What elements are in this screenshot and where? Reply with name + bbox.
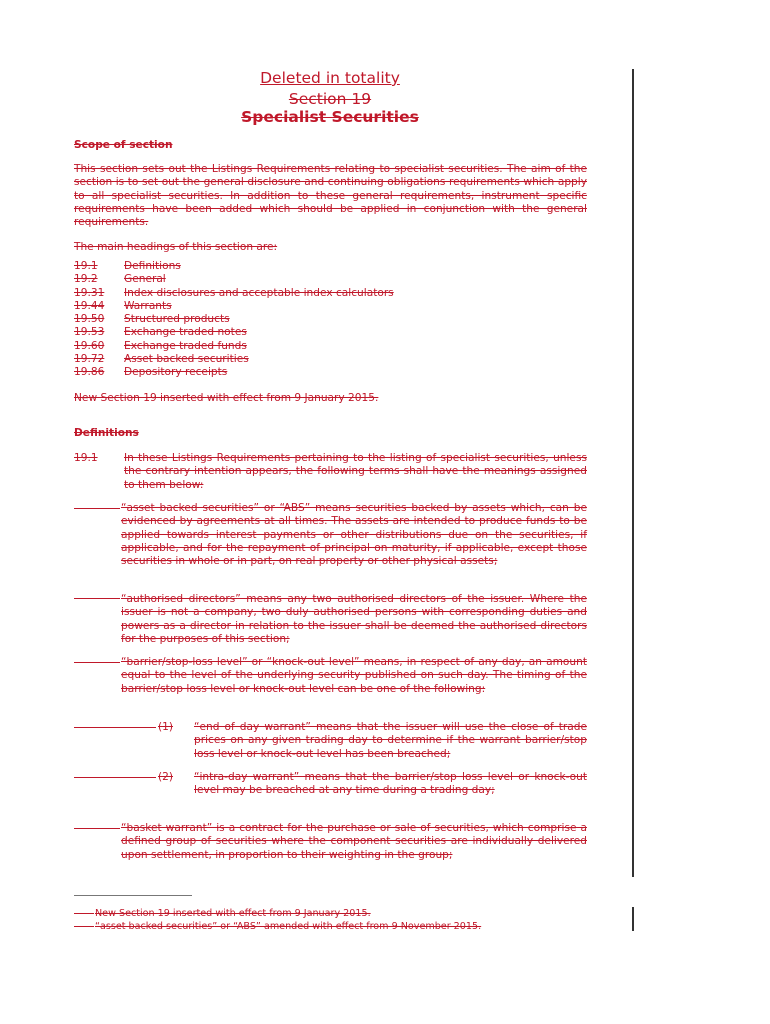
sub-item-number: (2)	[158, 771, 174, 783]
toc-label: Exchange traded funds	[124, 339, 247, 352]
leader-line	[74, 508, 120, 509]
definition-authorised-directors: “authorised directors” means any two authorised directors of the issuer. Where the issuer is not a company, two duly authorised persons with corresponding duties and powers as a director in relation to the issuer shall be deemed the authorised directors for the purposes of this section;	[121, 593, 587, 645]
toc-list	[74, 260, 394, 380]
toc-label: Exchange traded notes	[124, 326, 247, 339]
leader-line	[74, 727, 156, 728]
change-bar	[632, 907, 634, 931]
insertion-note: New Section 19 inserted with effect from 9 January 2015.	[74, 392, 379, 404]
definition-barrier-level: “barrier/stop-loss level” or “knock-out level” means, in respect of any day, an amount equal to the level of the underlying security published on such day. The timing of the barrier/stop loss level or knock-out level can be one of the following:	[121, 656, 587, 695]
sub-item-number: (1)	[158, 721, 174, 733]
toc-item	[74, 260, 394, 273]
headings-intro: The main headings of this section are:	[74, 241, 278, 253]
toc-number: 19.72	[74, 353, 105, 366]
toc-number: 19.2	[74, 273, 98, 286]
scope-heading: Scope of section	[74, 139, 173, 151]
leader-line	[74, 662, 120, 663]
toc-number: 19.50	[74, 313, 105, 326]
toc-item	[74, 300, 394, 313]
definitions-heading: Definitions	[74, 427, 139, 439]
toc-item	[74, 326, 394, 339]
footnote-2: “asset backed securities” or “ABS” amended with effect from 9 November 2015.	[95, 921, 482, 932]
section-number: Section 19	[288, 90, 372, 108]
leader-line	[74, 777, 156, 778]
toc-number: 19.53	[74, 326, 105, 339]
clause-text: In these Listings Requirements pertaining to the listing of specialist securities, unless the contrary intention appears, the following terms shall have the meanings assigned to them below:	[124, 452, 587, 491]
toc-label: Depository receipts	[124, 366, 228, 379]
toc-label: General	[124, 273, 166, 286]
scope-intro: This section sets out the Listings Requirements relating to specialist securities. The aim of the section is to set out the general disclosure and continuing obligations requirements which apply to all specialist securities. In addition to these general requirements, instrument specific requirements have been added which should be applied in conjunction with the general requirements.	[74, 163, 587, 229]
change-bar	[632, 69, 634, 877]
clause-number: 19.1	[74, 452, 98, 464]
toc-label: Asset backed securities	[124, 353, 249, 366]
toc-number: 19.86	[74, 366, 105, 379]
toc-number: 19.31	[74, 286, 105, 299]
toc-item	[74, 366, 394, 379]
toc-item	[74, 313, 394, 326]
definition-basket-warrant: “basket warrant” is a contract for the purchase or sale of securities, which comprise a defined group of securities where the component securities are individually delivered upon settlement, in proportion to their weighting in the group;	[121, 822, 587, 861]
toc-item	[74, 287, 394, 300]
toc-label: Definitions	[124, 260, 181, 272]
footnote-separator	[74, 895, 192, 896]
definition-intra-day-warrant: “intra-day warrant” means that the barrier/stop loss level or knock-out level may be breached at any time during a trading day;	[194, 771, 587, 797]
toc-number: 19.1	[74, 260, 98, 272]
toc-item	[74, 340, 394, 353]
toc-label: Warrants	[124, 299, 172, 312]
leader-line	[74, 828, 120, 829]
definition-end-of-day-warrant: “end of day warrant” means that the issuer will use the close of trade prices on any given trading day to determine if the warrant barrier/stop loss level or knock-out level has been breached;	[194, 721, 587, 760]
leader-line	[74, 913, 94, 914]
toc-item	[74, 273, 394, 286]
footnote-1: New Section 19 inserted with effect from 9 January 2015.	[95, 908, 371, 919]
definition-abs: “asset backed securities” or “ABS” means securities backed by assets which, can be evidenced by agreements at all times. The assets are intended to produce funds to be applied towards interest payments or other distributions due on the securities, if applicable, and for the repayment of principal on maturity, if applicable, except those securities in whole or in part, on real property or other physical assets;	[121, 502, 587, 568]
toc-label: Index disclosures and acceptable index calculators	[124, 286, 394, 299]
toc-label: Structured products	[124, 313, 230, 326]
leader-line	[74, 926, 94, 927]
toc-number: 19.60	[74, 339, 105, 352]
page-title: Specialist Securities	[241, 108, 419, 126]
toc-item	[74, 353, 394, 366]
deleted-note: Deleted in totality	[260, 69, 400, 87]
leader-line	[74, 598, 120, 599]
toc-number: 19.44	[74, 299, 105, 312]
